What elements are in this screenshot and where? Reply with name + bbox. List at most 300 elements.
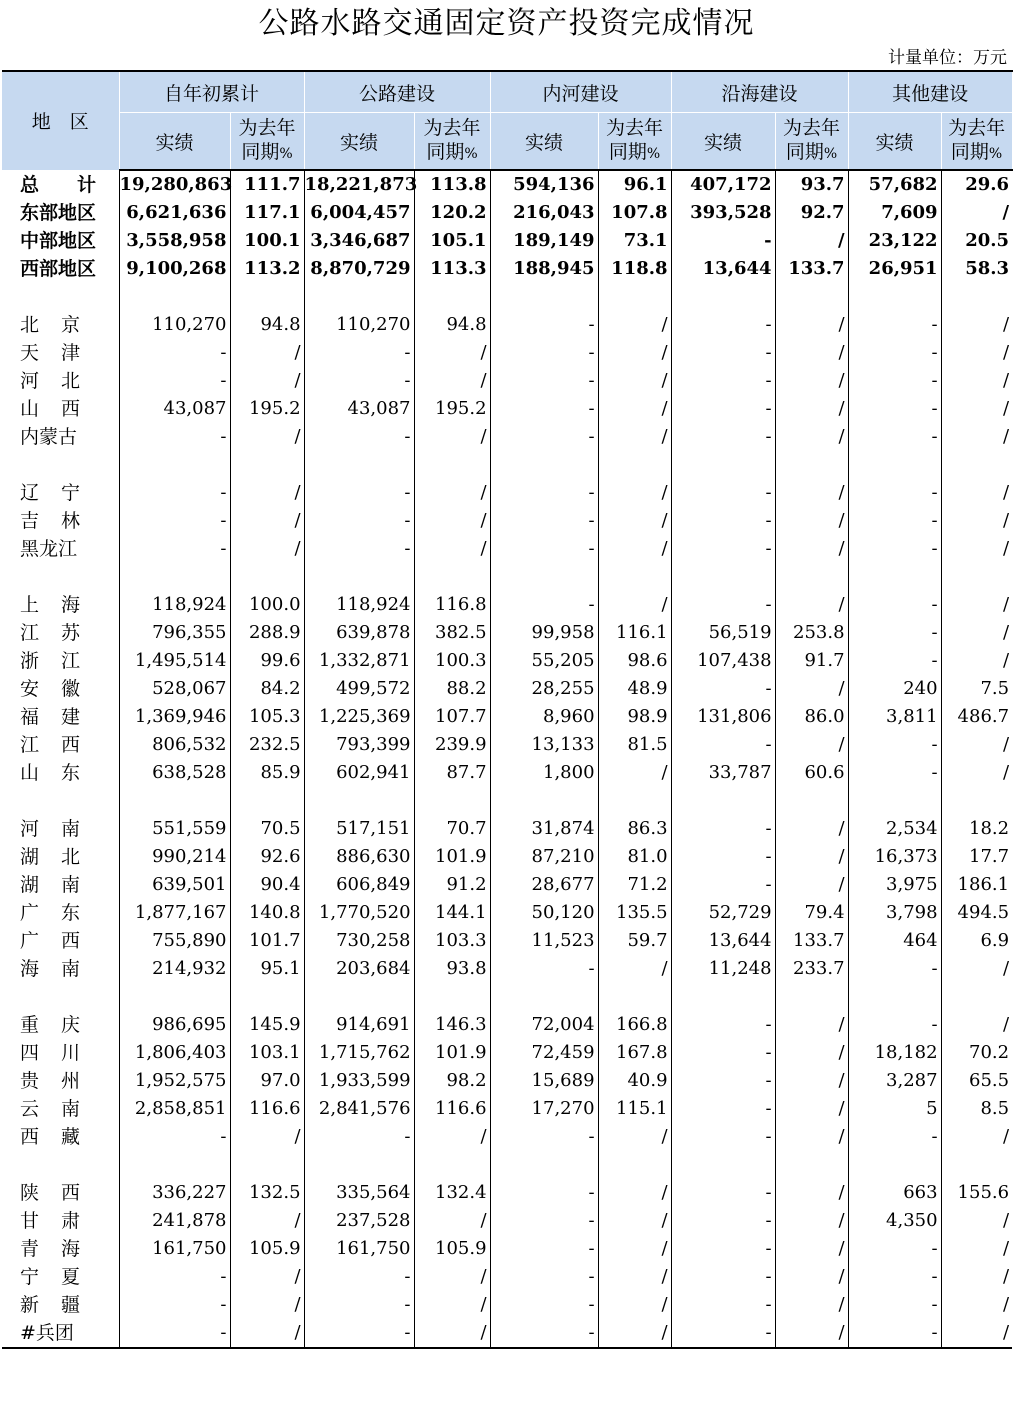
ratio-value: / xyxy=(230,339,304,367)
actual-value: - xyxy=(119,1263,230,1291)
spacer-cell xyxy=(414,1151,490,1179)
ratio-value: / xyxy=(598,955,671,983)
ratio-value: / xyxy=(598,395,671,423)
ratio-value: / xyxy=(941,367,1012,395)
actual-value: - xyxy=(671,423,775,451)
ratio-value: / xyxy=(941,1123,1012,1151)
ratio-value: / xyxy=(941,1207,1012,1235)
ratio-value: 101.9 xyxy=(414,1039,490,1067)
ratio-value: / xyxy=(775,1207,848,1235)
spacer-cell xyxy=(119,283,230,311)
actual-value: - xyxy=(304,339,414,367)
actual-value: - xyxy=(848,731,941,759)
table-row xyxy=(2,339,1012,367)
actual-value: 110,270 xyxy=(304,311,414,339)
region-name: 江苏 xyxy=(20,622,103,644)
spacer-cell xyxy=(598,787,671,815)
ratio-value: / xyxy=(598,1291,671,1319)
actual-value: - xyxy=(848,1011,941,1039)
ratio-value: 48.9 xyxy=(598,675,671,703)
region-name: 广西 xyxy=(20,930,103,952)
ratio-value: 486.7 xyxy=(941,703,1012,731)
ratio-value: 65.5 xyxy=(941,1067,1012,1095)
ratio-value: / xyxy=(598,1319,671,1348)
table-row xyxy=(2,479,1012,507)
actual-value: 1,770,520 xyxy=(304,899,414,927)
spacer-cell xyxy=(414,451,490,479)
actual-value: - xyxy=(848,619,941,647)
table-row xyxy=(2,395,1012,423)
actual-value: - xyxy=(671,507,775,535)
ratio-value: / xyxy=(230,507,304,535)
spacer-row xyxy=(2,563,1012,591)
ratio-value: 186.1 xyxy=(941,871,1012,899)
header-group-coastal: 沿海建设 xyxy=(671,71,848,113)
ratio-value: / xyxy=(598,423,671,451)
ratio-value: / xyxy=(598,367,671,395)
actual-value: 72,004 xyxy=(490,1011,598,1039)
actual-value: 639,878 xyxy=(304,619,414,647)
ratio-value: / xyxy=(775,1179,848,1207)
spacer-cell xyxy=(775,1151,848,1179)
header-ratio-line2: 同期 xyxy=(608,141,647,163)
ratio-value: / xyxy=(775,507,848,535)
ratio-value: / xyxy=(598,1123,671,1151)
ratio-value: 233.7 xyxy=(775,955,848,983)
actual-value: 1,877,167 xyxy=(119,899,230,927)
ratio-value: / xyxy=(598,591,671,619)
ratio-value: / xyxy=(775,423,848,451)
spacer-cell xyxy=(941,283,1012,311)
region-name: 湖南 xyxy=(20,874,103,896)
ratio-value: / xyxy=(598,507,671,535)
actual-value: 594,136 xyxy=(490,170,598,199)
ratio-value: 92.7 xyxy=(775,199,848,227)
ratio-value: 105.1 xyxy=(414,227,490,255)
spacer-cell xyxy=(941,983,1012,1011)
ratio-value: 116.6 xyxy=(230,1095,304,1123)
actual-value: 131,806 xyxy=(671,703,775,731)
ratio-value: / xyxy=(598,479,671,507)
spacer-cell xyxy=(490,563,598,591)
actual-value: 7,609 xyxy=(848,199,941,227)
header-actual: 实绩 xyxy=(848,113,941,171)
actual-value: 15,689 xyxy=(490,1067,598,1095)
spacer-cell xyxy=(304,451,414,479)
ratio-value: / xyxy=(775,871,848,899)
actual-value: 237,528 xyxy=(304,1207,414,1235)
header-ratio-line1: 为去年 xyxy=(783,117,841,139)
spacer-cell xyxy=(598,1151,671,1179)
spacer-cell xyxy=(490,787,598,815)
actual-value: 13,644 xyxy=(671,255,775,283)
ratio-value: / xyxy=(775,1039,848,1067)
region-name: 内蒙古 xyxy=(20,426,78,448)
region-name: 重庆 xyxy=(20,1014,103,1036)
ratio-value: / xyxy=(941,647,1012,675)
table-row xyxy=(2,815,1012,843)
actual-value: 663 xyxy=(848,1179,941,1207)
spacer-cell xyxy=(304,283,414,311)
ratio-value: 133.7 xyxy=(775,927,848,955)
spacer-cell xyxy=(671,283,775,311)
ratio-value: 132.5 xyxy=(230,1179,304,1207)
spacer-cell xyxy=(2,983,119,1011)
ratio-value: / xyxy=(941,507,1012,535)
actual-value: 407,172 xyxy=(671,170,775,199)
ratio-value: / xyxy=(775,311,848,339)
table-row xyxy=(2,619,1012,647)
ratio-value: 98.2 xyxy=(414,1067,490,1095)
ratio-value: 144.1 xyxy=(414,899,490,927)
actual-value: - xyxy=(671,1235,775,1263)
ratio-value: 155.6 xyxy=(941,1179,1012,1207)
ratio-value: / xyxy=(775,367,848,395)
actual-value: - xyxy=(304,479,414,507)
ratio-value: 85.9 xyxy=(230,759,304,787)
ratio-value: 86.3 xyxy=(598,815,671,843)
ratio-value: 113.2 xyxy=(230,255,304,283)
ratio-value: 118.8 xyxy=(598,255,671,283)
actual-value: 3,287 xyxy=(848,1067,941,1095)
actual-value: - xyxy=(848,1123,941,1151)
spacer-cell xyxy=(848,1151,941,1179)
ratio-value: 105.9 xyxy=(230,1235,304,1263)
actual-value: - xyxy=(304,1263,414,1291)
actual-value: - xyxy=(304,423,414,451)
region-name: 江西 xyxy=(20,734,103,756)
ratio-value: / xyxy=(230,1207,304,1235)
actual-value: - xyxy=(848,311,941,339)
region-name: 青海 xyxy=(20,1238,103,1260)
region-name: 西藏 xyxy=(20,1126,103,1148)
actual-value: 806,532 xyxy=(119,731,230,759)
ratio-value: 195.2 xyxy=(230,395,304,423)
table-row xyxy=(2,1011,1012,1039)
ratio-value: 84.2 xyxy=(230,675,304,703)
ratio-value: 120.2 xyxy=(414,199,490,227)
actual-value: 241,878 xyxy=(119,1207,230,1235)
ratio-value: / xyxy=(775,1235,848,1263)
spacer-cell xyxy=(2,563,119,591)
ratio-value: 81.5 xyxy=(598,731,671,759)
actual-value: - xyxy=(671,1039,775,1067)
actual-value: - xyxy=(490,1207,598,1235)
ratio-value: / xyxy=(941,395,1012,423)
spacer-cell xyxy=(941,1151,1012,1179)
ratio-value: 6.9 xyxy=(941,927,1012,955)
spacer-cell xyxy=(414,787,490,815)
actual-value: - xyxy=(490,535,598,563)
actual-value: 16,373 xyxy=(848,843,941,871)
actual-value: - xyxy=(490,591,598,619)
table-row xyxy=(2,1095,1012,1123)
actual-value: - xyxy=(490,955,598,983)
actual-value: 1,952,575 xyxy=(119,1067,230,1095)
spacer-cell xyxy=(848,787,941,815)
actual-value: 11,523 xyxy=(490,927,598,955)
actual-value: - xyxy=(119,1291,230,1319)
header-group-other: 其他建设 xyxy=(848,71,1012,113)
ratio-value: 239.9 xyxy=(414,731,490,759)
spacer-row xyxy=(2,451,1012,479)
ratio-value: 8.5 xyxy=(941,1095,1012,1123)
ratio-value: 107.8 xyxy=(598,199,671,227)
region-name: 河北 xyxy=(20,370,103,392)
ratio-value: / xyxy=(775,395,848,423)
ratio-value: / xyxy=(941,759,1012,787)
ratio-value: 105.9 xyxy=(414,1235,490,1263)
region-name: 黑龙江 xyxy=(20,538,78,560)
actual-value: 13,644 xyxy=(671,927,775,955)
table-row xyxy=(2,703,1012,731)
spacer-cell xyxy=(119,563,230,591)
spacer-cell xyxy=(848,451,941,479)
ratio-value: / xyxy=(941,199,1012,227)
table-row xyxy=(2,507,1012,535)
ratio-value: / xyxy=(775,339,848,367)
actual-value: 499,572 xyxy=(304,675,414,703)
region-name: 总 计 xyxy=(20,173,97,196)
spacer-row xyxy=(2,983,1012,1011)
actual-value: - xyxy=(671,1067,775,1095)
ratio-value: 73.1 xyxy=(598,227,671,255)
actual-value: 1,800 xyxy=(490,759,598,787)
ratio-value: 494.5 xyxy=(941,899,1012,927)
actual-value: 188,945 xyxy=(490,255,598,283)
ratio-value: 94.8 xyxy=(230,311,304,339)
ratio-value: 98.9 xyxy=(598,703,671,731)
spacer-cell xyxy=(490,451,598,479)
ratio-value: / xyxy=(414,535,490,563)
actual-value: - xyxy=(671,395,775,423)
actual-value: 1,806,403 xyxy=(119,1039,230,1067)
ratio-value: / xyxy=(941,1291,1012,1319)
spacer-cell xyxy=(598,283,671,311)
unit-note: 计量单位：万元 xyxy=(888,48,1007,68)
actual-value: - xyxy=(848,1263,941,1291)
header-ratio-line2: 同期 xyxy=(426,141,465,163)
actual-value: - xyxy=(671,871,775,899)
actual-value: - xyxy=(848,955,941,983)
ratio-value: 93.7 xyxy=(775,170,848,199)
ratio-value: / xyxy=(941,1011,1012,1039)
ratio-value: 113.8 xyxy=(414,170,490,199)
actual-value: - xyxy=(848,339,941,367)
header-ratio-line2: 同期 xyxy=(950,141,989,163)
spacer-cell xyxy=(230,451,304,479)
actual-value: 99,958 xyxy=(490,619,598,647)
actual-value: - xyxy=(671,1263,775,1291)
actual-value: 50,120 xyxy=(490,899,598,927)
actual-value: 26,951 xyxy=(848,255,941,283)
actual-value: - xyxy=(671,1095,775,1123)
actual-value: 19,280,863 xyxy=(119,170,230,199)
region-name: 上海 xyxy=(20,594,103,616)
actual-value: - xyxy=(671,1123,775,1151)
ratio-value: 116.8 xyxy=(414,591,490,619)
header-region: 地 区 xyxy=(2,71,119,170)
actual-value: 796,355 xyxy=(119,619,230,647)
ratio-value: / xyxy=(230,1123,304,1151)
actual-value: - xyxy=(848,1291,941,1319)
ratio-value: / xyxy=(230,1319,304,1348)
actual-value: 161,750 xyxy=(119,1235,230,1263)
spacer-cell xyxy=(304,787,414,815)
ratio-value: 232.5 xyxy=(230,731,304,759)
actual-value: 1,332,871 xyxy=(304,647,414,675)
actual-value: 72,459 xyxy=(490,1039,598,1067)
actual-value: 1,715,762 xyxy=(304,1039,414,1067)
ratio-value: 70.7 xyxy=(414,815,490,843)
ratio-value: / xyxy=(941,479,1012,507)
ratio-value: / xyxy=(941,1319,1012,1348)
actual-value: 6,004,457 xyxy=(304,199,414,227)
ratio-value: / xyxy=(414,507,490,535)
ratio-value: / xyxy=(775,479,848,507)
ratio-value: 107.7 xyxy=(414,703,490,731)
ratio-value: 96.1 xyxy=(598,170,671,199)
spacer-row xyxy=(2,1151,1012,1179)
actual-value: 638,528 xyxy=(119,759,230,787)
summary-row xyxy=(2,170,1012,199)
ratio-value: / xyxy=(414,1319,490,1348)
ratio-value: / xyxy=(598,1235,671,1263)
actual-value: 2,841,576 xyxy=(304,1095,414,1123)
actual-value: - xyxy=(671,339,775,367)
actual-value: 6,621,636 xyxy=(119,199,230,227)
ratio-value: 113.3 xyxy=(414,255,490,283)
actual-value: 5 xyxy=(848,1095,941,1123)
header-ratio-line1: 为去年 xyxy=(948,117,1006,139)
region-name: #兵团 xyxy=(20,1322,74,1344)
header-ratio-line1: 为去年 xyxy=(423,117,481,139)
ratio-value: 7.5 xyxy=(941,675,1012,703)
header-ratio-percent: % xyxy=(464,146,478,162)
header-ratio xyxy=(941,113,1012,171)
region-name: 新疆 xyxy=(20,1294,103,1316)
actual-value: - xyxy=(848,535,941,563)
actual-value: 886,630 xyxy=(304,843,414,871)
table-row xyxy=(2,1263,1012,1291)
actual-value: - xyxy=(119,1123,230,1151)
ratio-value: 101.9 xyxy=(414,843,490,871)
actual-value: 1,369,946 xyxy=(119,703,230,731)
ratio-value: / xyxy=(598,311,671,339)
spacer-cell xyxy=(490,983,598,1011)
spacer-cell xyxy=(775,451,848,479)
region-name: 陕西 xyxy=(20,1182,103,1204)
ratio-value: 103.1 xyxy=(230,1039,304,1067)
header-ratio-line2: 同期 xyxy=(241,141,280,163)
spacer-cell xyxy=(598,563,671,591)
actual-value: 31,874 xyxy=(490,815,598,843)
region-name: 浙江 xyxy=(20,650,103,672)
ratio-value: 115.1 xyxy=(598,1095,671,1123)
ratio-value: 59.7 xyxy=(598,927,671,955)
actual-value: 528,067 xyxy=(119,675,230,703)
spacer-cell xyxy=(119,451,230,479)
ratio-value: / xyxy=(941,339,1012,367)
ratio-value: / xyxy=(941,955,1012,983)
table-row xyxy=(2,759,1012,787)
spacer-cell xyxy=(230,283,304,311)
ratio-value: 92.6 xyxy=(230,843,304,871)
ratio-value: 86.0 xyxy=(775,703,848,731)
actual-value: - xyxy=(848,591,941,619)
spacer-cell xyxy=(119,983,230,1011)
actual-value: 28,677 xyxy=(490,871,598,899)
actual-value: - xyxy=(848,1319,941,1348)
ratio-value: / xyxy=(775,843,848,871)
header-actual: 实绩 xyxy=(119,113,230,171)
actual-value: - xyxy=(490,311,598,339)
actual-value: - xyxy=(490,1319,598,1348)
table-row xyxy=(2,927,1012,955)
actual-value: - xyxy=(304,507,414,535)
table-row xyxy=(2,1319,1012,1348)
ratio-value: / xyxy=(941,311,1012,339)
actual-value: 2,858,851 xyxy=(119,1095,230,1123)
region-name: 安徽 xyxy=(20,678,103,700)
summary-row xyxy=(2,227,1012,255)
ratio-value: 100.0 xyxy=(230,591,304,619)
ratio-value: 111.7 xyxy=(230,170,304,199)
ratio-value: / xyxy=(230,367,304,395)
actual-value: - xyxy=(671,1011,775,1039)
ratio-value: / xyxy=(414,423,490,451)
actual-value: - xyxy=(848,647,941,675)
actual-value: - xyxy=(304,1123,414,1151)
ratio-value: / xyxy=(775,1011,848,1039)
header-group-cumulative: 自年初累计 xyxy=(119,71,304,113)
table-row xyxy=(2,1235,1012,1263)
ratio-value: 133.7 xyxy=(775,255,848,283)
spacer-cell xyxy=(671,1151,775,1179)
actual-value: - xyxy=(671,1179,775,1207)
spacer-cell xyxy=(671,787,775,815)
actual-value: 990,214 xyxy=(119,843,230,871)
spacer-cell xyxy=(671,563,775,591)
table-row xyxy=(2,1179,1012,1207)
spacer-cell xyxy=(848,563,941,591)
actual-value: 55,205 xyxy=(490,647,598,675)
actual-value: 11,248 xyxy=(671,955,775,983)
ratio-value: / xyxy=(414,1263,490,1291)
ratio-value: / xyxy=(775,675,848,703)
actual-value: 8,960 xyxy=(490,703,598,731)
actual-value: 23,122 xyxy=(848,227,941,255)
spacer-cell xyxy=(941,787,1012,815)
ratio-value: 146.3 xyxy=(414,1011,490,1039)
actual-value: 3,346,687 xyxy=(304,227,414,255)
actual-value: 464 xyxy=(848,927,941,955)
region-name: 云南 xyxy=(20,1098,103,1120)
actual-value: 3,558,958 xyxy=(119,227,230,255)
ratio-value: / xyxy=(598,1207,671,1235)
ratio-value: 117.1 xyxy=(230,199,304,227)
actual-value: 8,870,729 xyxy=(304,255,414,283)
ratio-value: 29.6 xyxy=(941,170,1012,199)
actual-value: - xyxy=(119,507,230,535)
actual-value: - xyxy=(490,395,598,423)
actual-value: 9,100,268 xyxy=(119,255,230,283)
actual-value: - xyxy=(304,1291,414,1319)
ratio-value: 81.0 xyxy=(598,843,671,871)
ratio-value: 70.5 xyxy=(230,815,304,843)
header-ratio xyxy=(414,113,490,171)
actual-value: 118,924 xyxy=(119,591,230,619)
